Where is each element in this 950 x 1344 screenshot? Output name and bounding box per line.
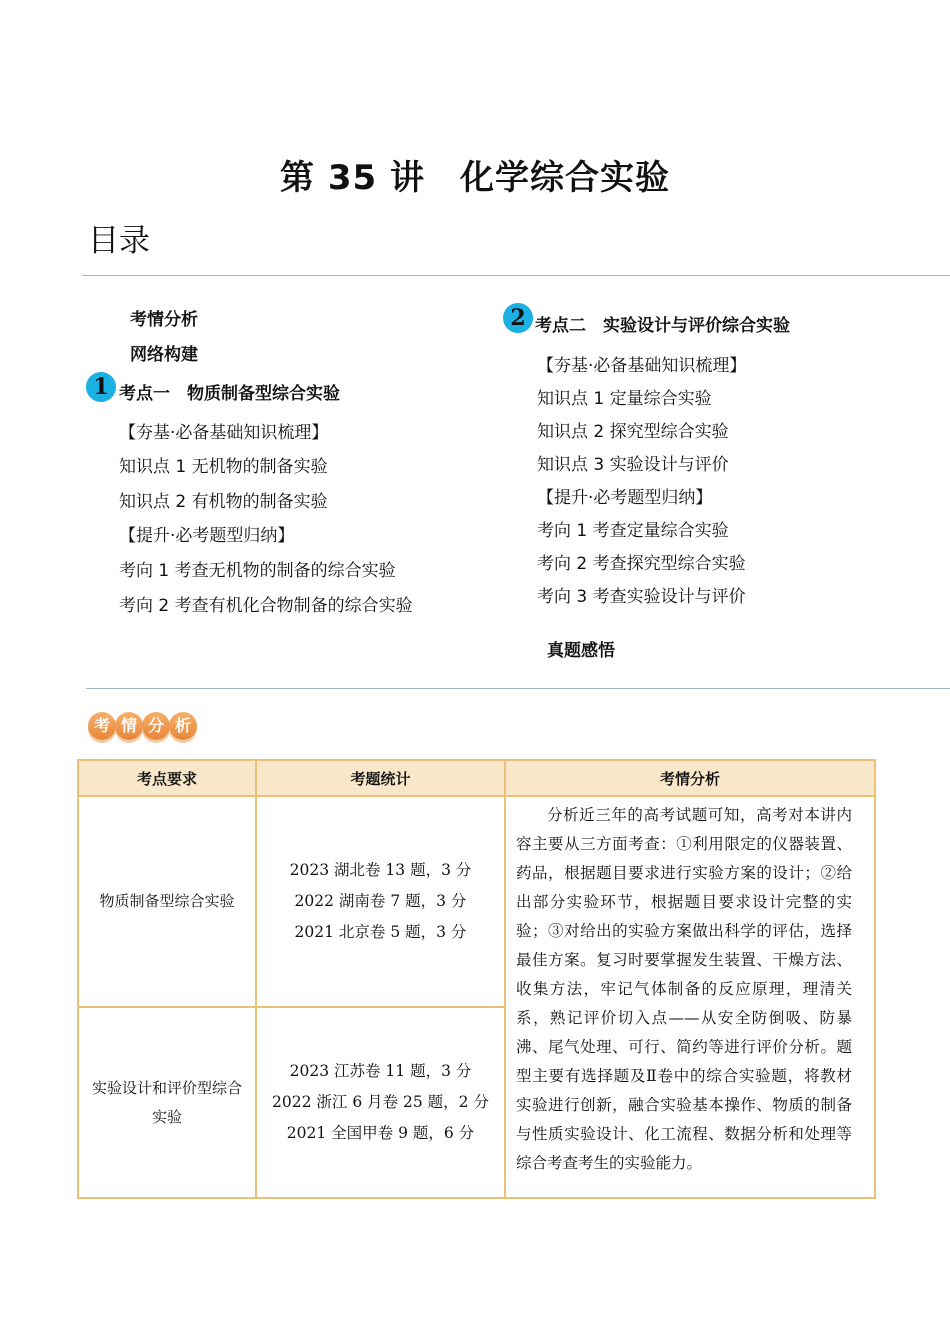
toc-item[interactable]: 【提升·必考题型归纳】 bbox=[537, 488, 713, 508]
header-statistics: 考题统计 bbox=[256, 760, 505, 796]
toc-item-real-exam[interactable]: 真题感悟 bbox=[547, 641, 615, 661]
toc-item-network[interactable]: 网络构建 bbox=[130, 345, 198, 365]
stat-line: 2022 浙江 6 月卷 25 题，2 分 bbox=[272, 1093, 489, 1111]
table-row bbox=[78, 796, 875, 1007]
requirement-cell: 实验设计和评价型综合实验 bbox=[78, 1007, 256, 1198]
toc-item[interactable]: 考向 3 考查实验设计与评价 bbox=[537, 587, 746, 607]
toc-item[interactable]: 知识点 1 定量综合实验 bbox=[537, 389, 712, 409]
stat-line: 2021 北京卷 5 题，3 分 bbox=[294, 923, 467, 941]
toc-item[interactable]: 知识点 2 有机物的制备实验 bbox=[119, 492, 328, 512]
tag-char: 情 bbox=[115, 712, 143, 740]
page-title: 第 35 讲 化学综合实验 bbox=[280, 158, 670, 198]
stat-line: 2022 湖南卷 7 题，3 分 bbox=[294, 892, 467, 910]
statistics-cell bbox=[256, 796, 505, 1007]
toc-heading: 目录 bbox=[88, 223, 150, 259]
section-1-number-icon: 1 bbox=[86, 372, 116, 402]
toc-section-1[interactable]: 考点一 物质制备型综合实验 bbox=[119, 384, 340, 404]
exam-analysis-table bbox=[77, 759, 876, 1199]
tag-char: 考 bbox=[88, 712, 116, 740]
toc-item[interactable]: 考向 2 考查探究型综合实验 bbox=[537, 554, 746, 574]
header-requirement: 考点要求 bbox=[78, 760, 256, 796]
stat-line: 2021 全国甲卷 9 题，6 分 bbox=[286, 1124, 475, 1142]
stat-line: 2023 湖北卷 13 题，3 分 bbox=[289, 861, 472, 879]
stat-line: 2023 江苏卷 11 题，3 分 bbox=[289, 1062, 472, 1080]
toc-item[interactable]: 【夯基·必备基础知识梳理】 bbox=[537, 356, 747, 376]
toc-item[interactable]: 知识点 1 无机物的制备实验 bbox=[119, 457, 328, 477]
toc-item[interactable]: 知识点 2 探究型综合实验 bbox=[537, 422, 729, 442]
analysis-cell: 分析近三年的高考试题可知，高考对本讲内容主要从三方面考查：①利用限定的仪器装置、药品，根据题目要求进行实验方案的设计；②给出部分实验环节，根据题目要求设计完整的实验；③对给出的实验方案做出科学的评估，选择最佳方案。复习时要掌握发生装置、干燥方法、收集方法，牢记气体制备的反应原理，理清关系，熟记评价切入点——从安全防倒吸、防暴沸、尾气处理、可行、简约等进行评价分析。题型主要有选择题及Ⅱ卷中的综合实验题，将教材实验进行创新，融合实验基本操作、物质的制备与性质实验设计、化工流程、数据分析和处理等综合考查考生的实验能力。 bbox=[505, 796, 875, 1198]
toc-item-exam-analysis[interactable]: 考情分析 bbox=[130, 310, 198, 330]
section-2-number-icon: 2 bbox=[503, 303, 533, 333]
tag-char: 析 bbox=[169, 712, 197, 740]
top-divider bbox=[82, 275, 950, 276]
requirement-cell: 物质制备型综合实验 bbox=[78, 796, 256, 1007]
tag-char: 分 bbox=[142, 712, 170, 740]
header-analysis: 考情分析 bbox=[505, 760, 875, 796]
toc-item[interactable]: 考向 2 考查有机化合物制备的综合实验 bbox=[119, 596, 413, 616]
toc-item[interactable]: 【夯基·必备基础知识梳理】 bbox=[119, 423, 329, 443]
toc-item[interactable]: 考向 1 考查无机物的制备的综合实验 bbox=[119, 561, 396, 581]
table-header-row bbox=[78, 760, 875, 796]
statistics-cell bbox=[256, 1007, 505, 1198]
toc-item[interactable]: 考向 1 考查定量综合实验 bbox=[537, 521, 729, 541]
toc-item[interactable]: 【提升·必考题型归纳】 bbox=[119, 526, 295, 546]
toc-section-2[interactable]: 考点二 实验设计与评价综合实验 bbox=[535, 316, 790, 336]
bottom-divider bbox=[86, 688, 950, 689]
toc-item[interactable]: 知识点 3 实验设计与评价 bbox=[537, 455, 729, 475]
